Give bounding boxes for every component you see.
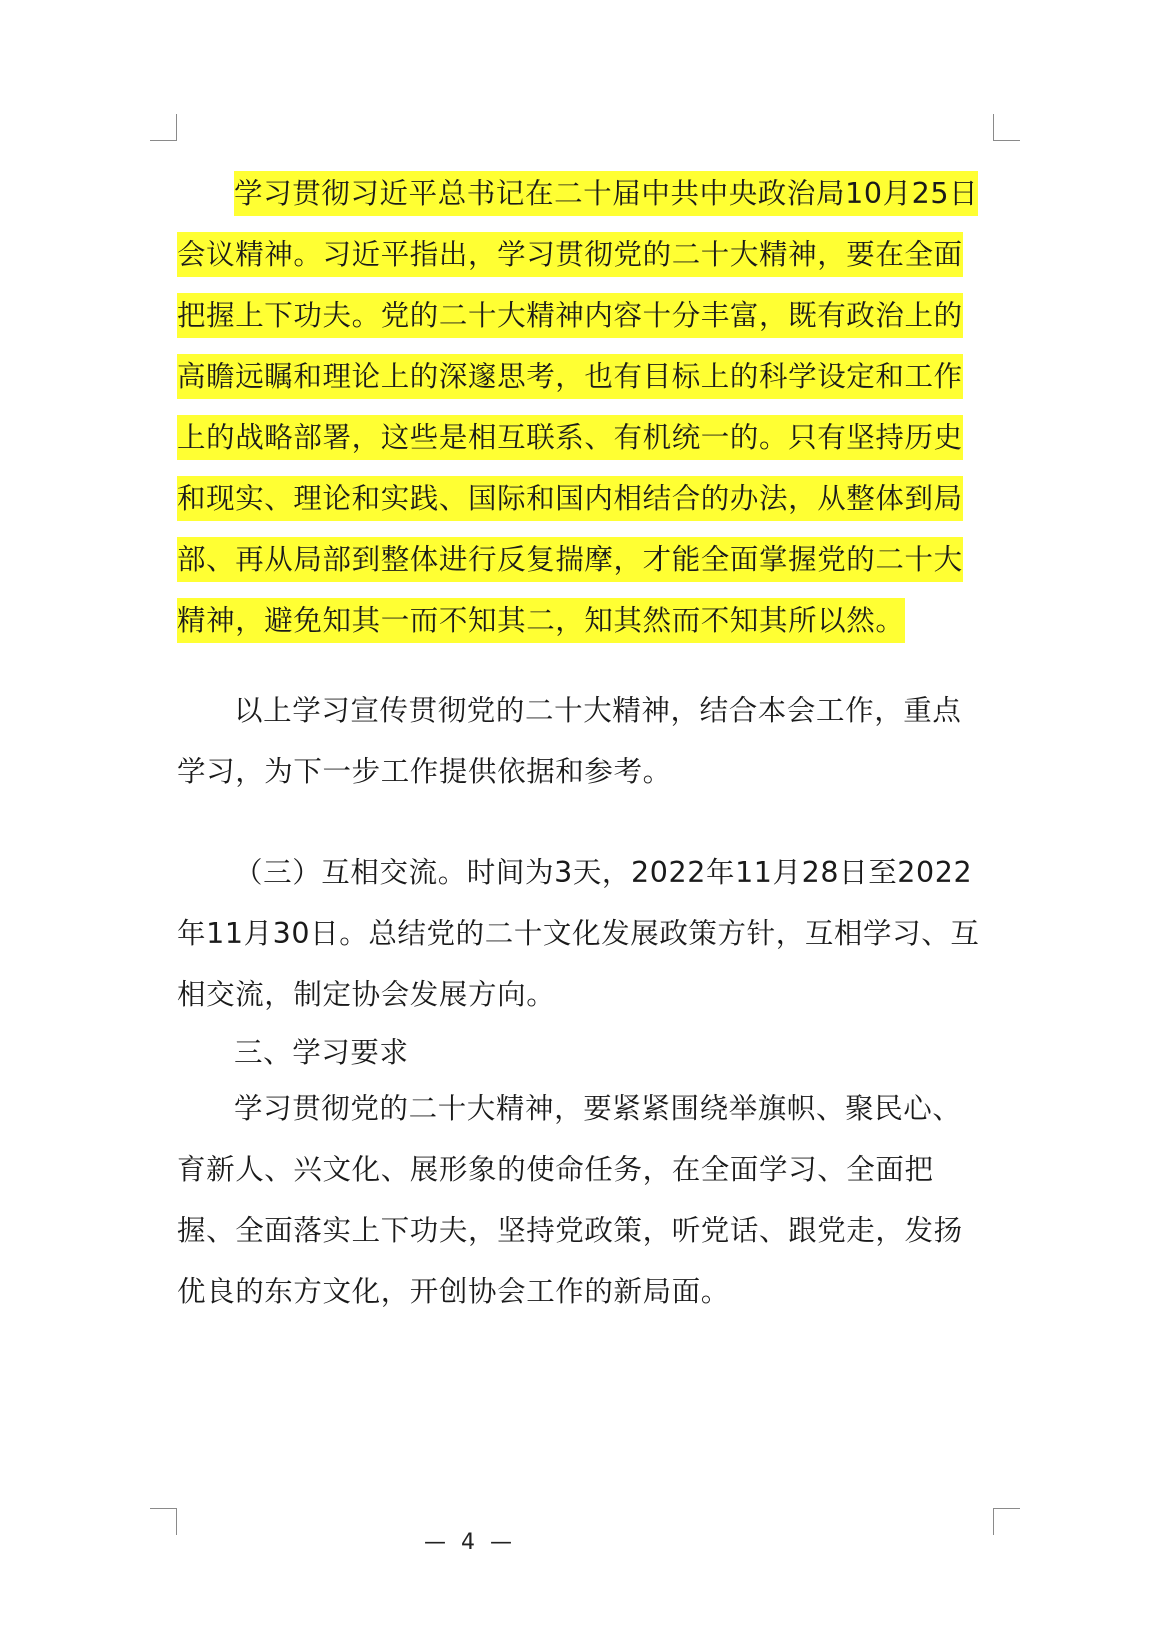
crop-mark-top-left (150, 114, 177, 141)
page-number: — 4 — (424, 1530, 516, 1555)
requirement-paragraph: 学习贯彻党的二十大精神，要紧紧围绕举旗帜、聚民心、育新人、兴文化、展形象的使命任务，在全面学习、全面把握、全面落实上下功夫，坚持党政策，听党话、跟党走，发扬优良的东方文化，开创协会工作的新局面。 (177, 1092, 963, 1308)
highlighted-text: 学习贯彻习近平总书记在二十届中共中央政治局10月25日会议精神。习近平指出，学习贯彻党的二十大精神，要在全面把握上下功夫。党的二十大精神内容十分丰富，既有政治上的高瞻远瞩和理论上的深邃思考，也有目标上的科学设定和工作上的战略部署，这些是相互联系、有机统一的。只有坚持历史和现实、理论和实践、国际和国内相结合的办法，从整体到局部、再从局部到整体进行反复揣摩，才能全面掌握党的二十大精神，避免知其一而不知其二，知其然而不知其所以然。 (177, 171, 978, 643)
study-paragraph: 以上学习宣传贯彻党的二十大精神，结合本会工作，重点学习，为下一步工作提供依据和参考。 (177, 694, 962, 788)
exchange-paragraph: （三）互相交流。时间为3天，2022年11月28日至2022年11月30日。总结党的二十文化发展政策方针，互相学习、互相交流，制定协会发展方向。 (177, 856, 980, 1011)
section-heading: 三、学习要求 (234, 1036, 409, 1069)
highlighted-paragraph (177, 163, 989, 651)
crop-mark-bottom-right (993, 1508, 1020, 1535)
crop-mark-top-right (993, 114, 1020, 141)
